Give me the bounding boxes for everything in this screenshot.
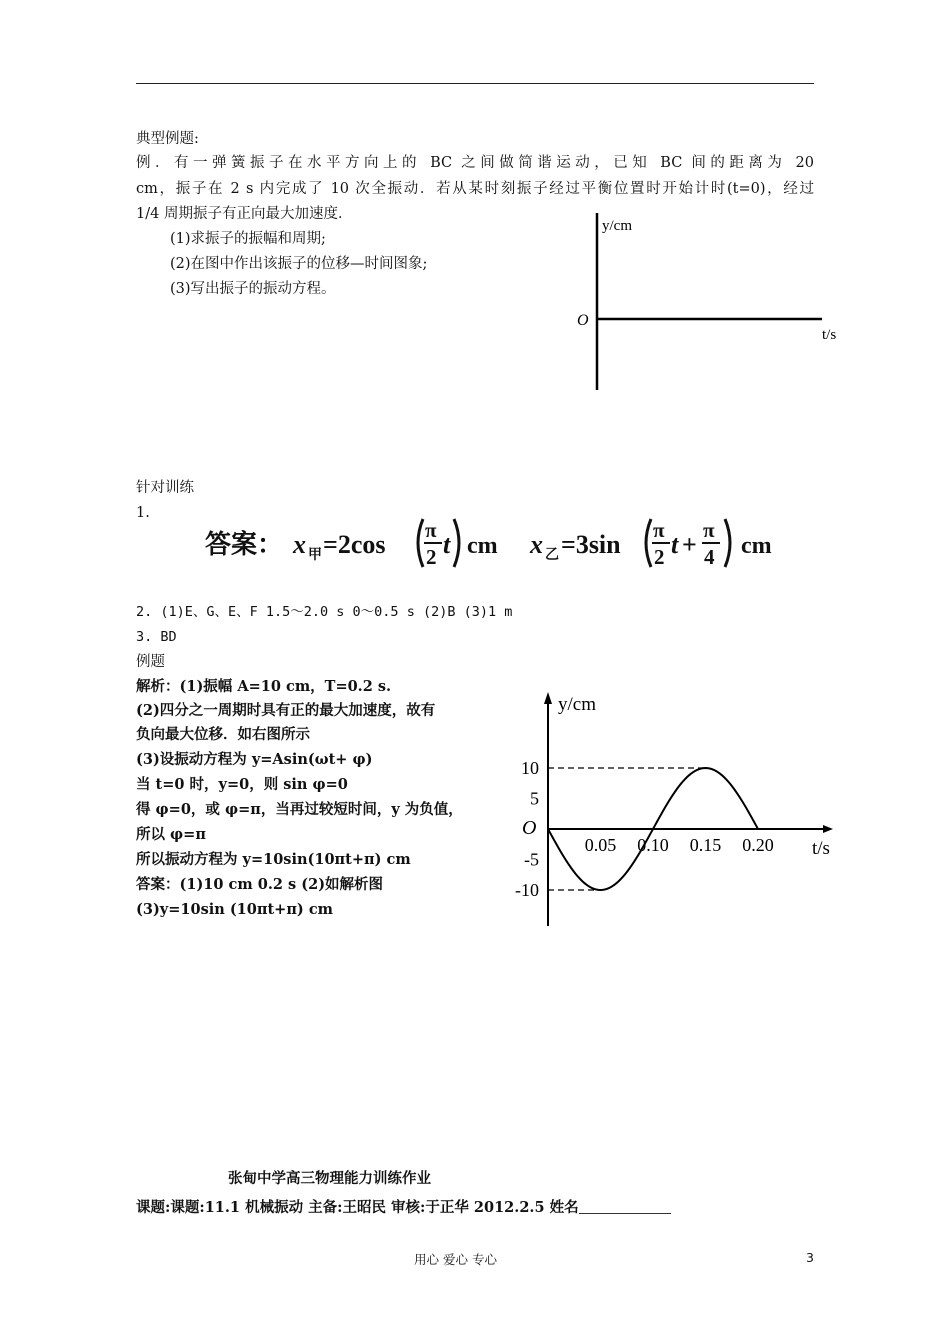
t-2: t — [671, 530, 679, 559]
chart-ylabel: y/cm — [558, 694, 596, 715]
two-1: 2 — [426, 545, 437, 569]
x-jia: x — [293, 530, 306, 559]
question-1: (1)求振子的振幅和周期; — [170, 231, 326, 247]
chart-x-tick-label: 0.10 — [637, 835, 669, 855]
blank-ylabel: y/cm — [602, 218, 632, 234]
chart-y-tick-label: 5 — [530, 788, 539, 809]
jia-subscript: 甲 — [308, 548, 322, 563]
chart-x-tick-label: 0.15 — [689, 835, 722, 855]
footer-course-text: 课题:课题:11.1 机械振动 主备:王昭民 审核:于正华 2012.2.5 姓名 — [136, 1199, 579, 1216]
example-heading: 例题 — [136, 654, 165, 670]
answer-prefix: 答案： — [205, 530, 284, 559]
chart-y-tick-label: 10 — [521, 758, 539, 778]
footer-motto: 用心 爱心 专心 — [414, 1252, 497, 1267]
item-2: 2. (1)E、G、E、F 1.5～2.0 s 0～0.5 s (2)B (3)1 m — [136, 604, 513, 620]
problem-text-line-3: 1/4 周期振子有正向最大加速度． — [136, 206, 353, 222]
solution-chart — [505, 688, 840, 933]
chart-x-arrow — [823, 825, 833, 833]
chart-x-tick-label: 0.05 — [584, 835, 617, 855]
chart-y-tick-label: -10 — [515, 880, 539, 900]
question-2: (2)在图中作出该振子的位移—时间图象; — [170, 256, 428, 272]
t-1: t — [443, 530, 451, 559]
chart-origin: O — [522, 817, 537, 839]
header-rule — [136, 83, 814, 84]
analysis-line-6: 得 φ=0，或 φ=π，当再过较短时间，y 为负值， — [136, 801, 463, 818]
name-blank[interactable] — [579, 1199, 671, 1214]
left-paren-2 — [646, 519, 651, 567]
four: 4 — [704, 545, 715, 569]
cm-1: cm — [467, 533, 498, 559]
analysis-line-10: (3)y=10sin (10πt+π) cm — [136, 901, 334, 918]
two-2: 2 — [654, 545, 665, 569]
plus: + — [682, 530, 697, 559]
chart-xlabel: t/s — [812, 838, 830, 859]
page-number: 3 — [806, 1250, 814, 1265]
analysis-line-9: 答案：(1)10 cm 0.2 s (2)如解析图 — [136, 876, 384, 893]
analysis-line-8: 所以振动方程为 y=10sin(10πt+π) cm — [136, 851, 411, 868]
cm-2: cm — [741, 533, 772, 559]
yi-subscript: 乙 — [545, 548, 559, 563]
blank-graph — [560, 205, 850, 400]
analysis-line-4: (3)设振动方程为 y=Asin(ωt+ φ) — [136, 751, 373, 768]
eq-sin: =3sin — [561, 530, 621, 559]
analysis-line-3: 负向最大位移．如右图所示 — [136, 726, 310, 743]
blank-xlabel: t/s — [822, 327, 837, 343]
answer-formula — [205, 515, 785, 571]
training-heading: 针对训练 — [136, 480, 194, 496]
chart-y-arrow — [544, 692, 552, 704]
item-3: 3. BD — [136, 629, 177, 645]
left-paren-1 — [418, 519, 423, 567]
pi-2: π — [653, 518, 665, 542]
analysis-line-2: (2)四分之一周期时具有正的最大加速度，故有 — [136, 702, 436, 719]
question-3: (3)写出振子的振动方程。 — [170, 281, 336, 297]
right-paren-2 — [725, 519, 730, 567]
eq-cos: =2cos — [323, 530, 386, 559]
right-paren-1 — [454, 519, 459, 567]
chart-y-tick-label: -5 — [524, 849, 539, 870]
section-heading: 典型例题: — [136, 131, 199, 147]
footer-title: 张甸中学高三物理能力训练作业 — [228, 1170, 431, 1187]
item-1-number: 1. — [136, 505, 150, 521]
footer-course-line — [136, 1196, 671, 1217]
blank-origin: O — [577, 312, 589, 329]
problem-text-line-2: cm，振子在 2 s 内完成了 10 次全振动．若从某时刻振子经过平衡位置时开始计时(t=0)，经过 — [136, 181, 814, 197]
pi-3: π — [703, 518, 715, 542]
x-yi: x — [530, 530, 543, 559]
pi-1: π — [425, 518, 437, 542]
analysis-line-5: 当 t=0 时，y=0，则 sin φ=0 — [136, 776, 348, 793]
analysis-line-7: 所以 φ=π — [136, 826, 206, 843]
analysis-line-1: 解析：(1)振幅 A=10 cm，T=0.2 s. — [136, 678, 392, 695]
problem-text-line-1: 例．有一弹簧振子在水平方向上的 BC 之间做简谐运动，已知 BC 间的距离为 20 — [136, 155, 814, 171]
chart-x-tick-label: 0.20 — [742, 835, 774, 855]
